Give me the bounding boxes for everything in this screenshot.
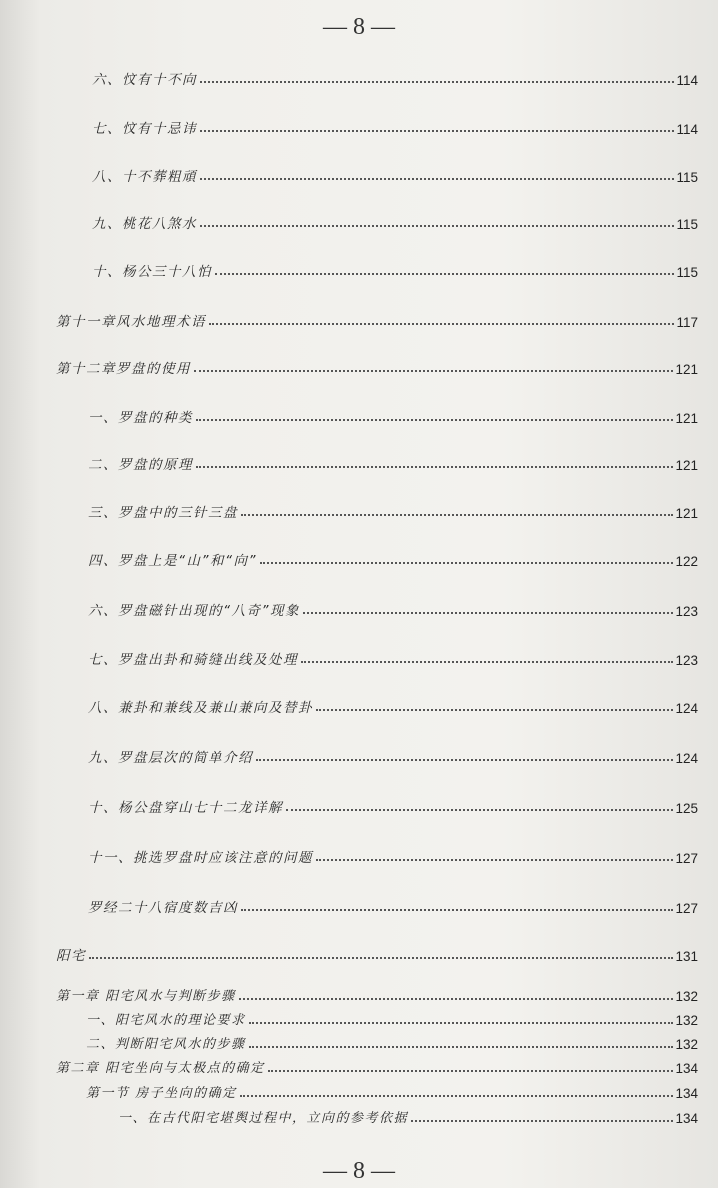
toc-entry-label: 二、判断阳宅风水的步骤 (86, 1037, 246, 1052)
toc-entry-page: 115 (676, 170, 698, 185)
leader-dots (241, 514, 673, 516)
toc-chapter (56, 986, 698, 1004)
toc-entry (88, 451, 698, 473)
toc-entry-label: 九、罗盘层次的简单介绍 (88, 750, 253, 766)
toc-entry-page: 114 (676, 73, 698, 88)
toc-entry-label: 第一章 阳宅风水与判断步骤 (56, 989, 236, 1004)
toc-entry-page: 127 (675, 901, 698, 916)
toc-entry-page: 121 (675, 411, 698, 426)
toc-entry (92, 210, 698, 232)
toc-entry-page: 115 (676, 265, 698, 280)
toc-entry (88, 894, 698, 916)
leader-dots (196, 419, 673, 421)
toc-entry-page: 121 (675, 362, 698, 377)
leader-dots (200, 81, 674, 83)
toc-entry-label: 十一、挑选罗盘时应该注意的问题 (88, 850, 313, 866)
toc-entry (92, 115, 698, 137)
toc-entry-label: 十、杨公三十八怕 (92, 264, 212, 280)
leader-dots (215, 273, 674, 275)
toc-entry-label: 七、罗盘出卦和骑缝出线及处理 (88, 652, 298, 668)
toc-entry-label: 四、罗盘上是“山”和“向” (88, 553, 257, 569)
leader-dots (303, 612, 673, 614)
leader-dots (209, 323, 674, 325)
toc-entry-label: 三、罗盘中的三针三盘 (88, 505, 238, 521)
leader-dots (196, 466, 673, 468)
toc-entry-page: 127 (675, 851, 698, 866)
toc-entry-label: 第十一章风水地理术语 (56, 314, 206, 330)
toc-entry-label: 十、杨公盘穿山七十二龙详解 (88, 800, 283, 816)
leader-dots (301, 661, 673, 663)
toc-entry (88, 597, 698, 619)
toc-section (86, 1083, 698, 1101)
leader-dots (200, 130, 674, 132)
toc-entry-page: 134 (675, 1111, 698, 1126)
toc-entry-page: 117 (676, 315, 698, 330)
toc-entry-label: 罗经二十八宿度数吉凶 (88, 900, 238, 916)
toc-entry-page: 114 (676, 122, 698, 137)
toc-entry-page: 134 (675, 1086, 698, 1101)
leader-dots (316, 859, 673, 861)
toc-chapter (56, 355, 698, 377)
leader-dots (241, 909, 673, 911)
toc-entry-label: 八、兼卦和兼线及兼山兼向及替卦 (88, 700, 313, 716)
leader-dots (240, 1095, 674, 1097)
leader-dots (260, 562, 673, 564)
toc-entry-page: 134 (675, 1061, 698, 1076)
toc-entry (118, 1108, 698, 1126)
toc-entry-label: 六、忟有十不向 (92, 72, 197, 88)
toc-entry (88, 646, 698, 668)
toc-entry-label: 第一节 房子坐向的确定 (86, 1086, 237, 1101)
toc-entry (88, 794, 698, 816)
toc-entry (88, 744, 698, 766)
toc-entry-page: 115 (676, 217, 698, 232)
toc-entry-page: 131 (675, 949, 698, 964)
leader-dots (89, 957, 673, 959)
toc-entry (88, 694, 698, 716)
toc-entry-page: 124 (675, 701, 698, 716)
toc-entry-label: 七、忟有十忌讳 (92, 121, 197, 137)
toc-entry-page: 132 (675, 1037, 698, 1052)
toc-entry (88, 547, 698, 569)
toc-entry (88, 844, 698, 866)
toc-entry-page: 121 (675, 458, 698, 473)
toc-entry (92, 163, 698, 185)
toc-entry (86, 1010, 698, 1028)
leader-dots (286, 809, 673, 811)
toc-entry-label: 六、罗盘磁针出现的“八奇”现象 (88, 603, 300, 619)
toc-entry-page: 124 (675, 751, 698, 766)
toc-entry-label: 二、罗盘的原理 (88, 457, 193, 473)
toc-entry-page: 125 (675, 801, 698, 816)
toc-entry-label: 第十二章罗盘的使用 (56, 361, 191, 377)
toc-entry-page: 122 (675, 554, 698, 569)
leader-dots (249, 1022, 674, 1024)
toc-chapter (56, 942, 698, 964)
leader-dots (200, 225, 674, 227)
leader-dots (239, 998, 674, 1000)
toc-entry-label: 一、在古代阳宅堪舆过程中，立向的参考依据 (118, 1111, 409, 1126)
leader-dots (411, 1120, 673, 1122)
header-page-number: — 8 — (323, 14, 395, 40)
toc-entry-label: 九、桃花八煞水 (92, 216, 197, 232)
toc-entry-label: 一、阳宅风水的理论要求 (86, 1013, 246, 1028)
toc-entry-page: 123 (675, 604, 698, 619)
leader-dots (316, 709, 673, 711)
toc-entry-page: 132 (675, 989, 698, 1004)
toc-chapter (56, 308, 698, 330)
toc-entry-label: 第二章 阳宅坐向与太极点的确定 (56, 1061, 265, 1076)
leader-dots (249, 1046, 674, 1048)
toc-entry (88, 404, 698, 426)
toc-entry-page: 123 (675, 653, 698, 668)
toc-entry (86, 1034, 698, 1052)
toc-entry-page: 121 (675, 506, 698, 521)
toc-entry (88, 499, 698, 521)
leader-dots (194, 370, 673, 372)
leader-dots (256, 759, 673, 761)
leader-dots (200, 178, 674, 180)
toc-entry-label: 八、十不葬粗頑 (92, 169, 197, 185)
toc-entry-label: 阳宅 (56, 948, 86, 964)
toc-entry-label: 一、罗盘的种类 (88, 410, 193, 426)
toc-entry (92, 258, 698, 280)
footer-page-number: — 8 — (323, 1158, 395, 1184)
leader-dots (268, 1070, 674, 1072)
toc-entry-page: 132 (675, 1013, 698, 1028)
toc-entry (92, 66, 698, 88)
toc-chapter (56, 1058, 698, 1076)
